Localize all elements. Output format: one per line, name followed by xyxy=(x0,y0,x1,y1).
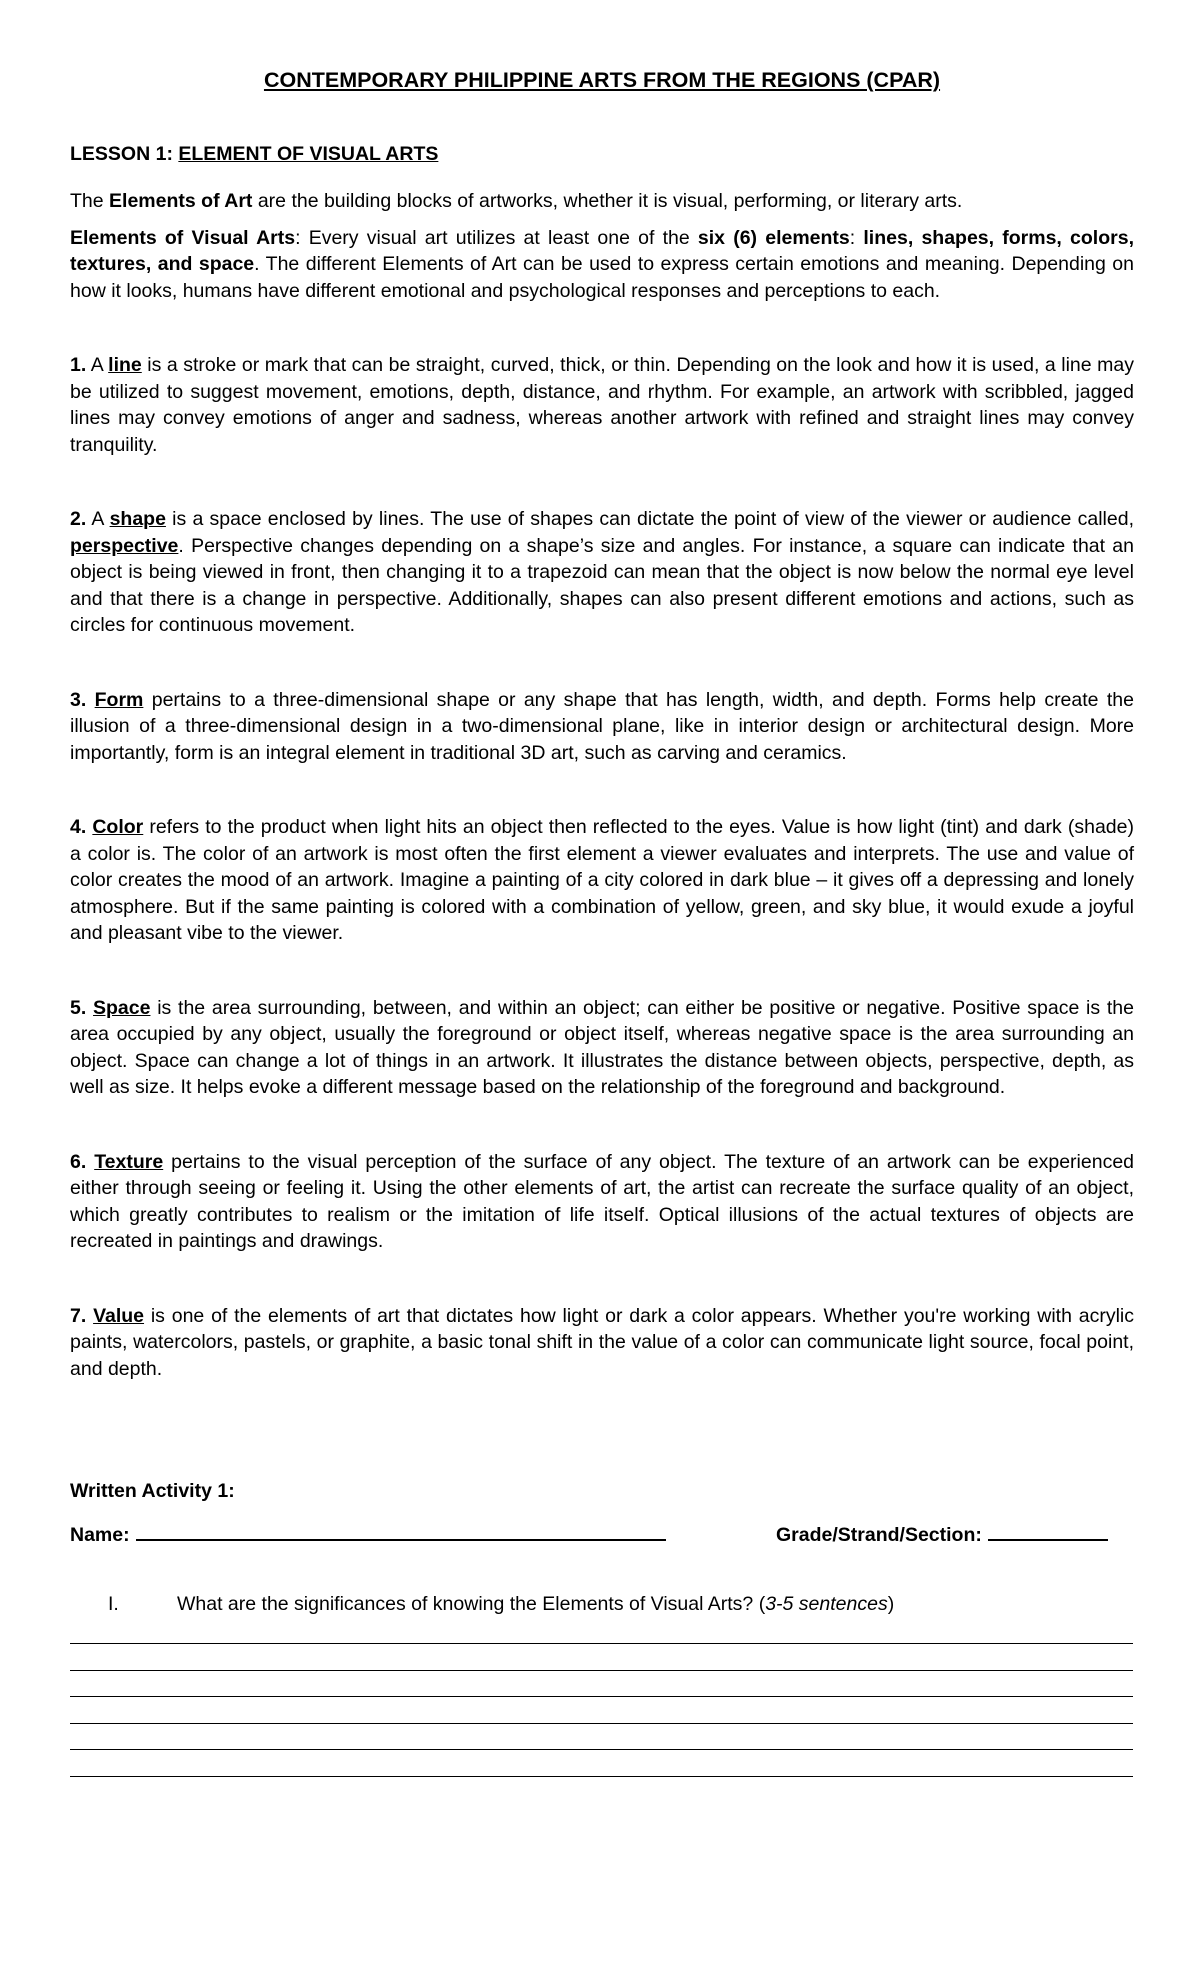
visual-text-1: : Every visual art utilizes at least one of the xyxy=(295,226,698,249)
visual-arts-paragraph xyxy=(70,225,1134,305)
name-field xyxy=(70,1519,666,1547)
lesson-prefix: LESSON 1: xyxy=(70,143,179,165)
element-number: 5. xyxy=(70,996,87,1019)
element-term-perspective: perspective xyxy=(70,534,179,557)
question-end-text: ) xyxy=(887,1593,895,1615)
element-text: refers to the product when light hits an object then reflected to the eyes. Value is how light (tint) and dark (shade) a color is. The color of an artwork is most often the first element a viewer evaluates and interprets. The use and value of color creates the mood of an artwork. Imagine a painting of a city colored in dark blue – it gives off a depressing and lonely atmosphere. But if the same painting is colored with a combination of yellow, green, and sky blue, it would exude a joyful and pleasant vibe to the viewer. xyxy=(70,816,1134,944)
element-pre: A xyxy=(86,354,109,376)
element-term: line xyxy=(108,354,142,376)
question-text xyxy=(177,1593,894,1616)
element-term: Value xyxy=(93,1304,145,1327)
answer-line[interactable] xyxy=(70,1723,1133,1724)
element-form-paragraph xyxy=(70,687,1134,767)
question-italic-text: 3-5 sentences xyxy=(765,1593,888,1615)
name-grade-row xyxy=(70,1519,1134,1549)
grade-field xyxy=(776,1519,1108,1547)
element-term: Texture xyxy=(94,1150,164,1173)
question-1 xyxy=(70,1593,1134,1623)
lesson-name: ELEMENT OF VISUAL ARTS xyxy=(178,143,439,165)
visual-bold-1: Elements of Visual Arts xyxy=(70,226,296,249)
answer-line[interactable] xyxy=(70,1776,1133,1777)
element-number: 4. xyxy=(70,816,87,838)
grade-blank-line[interactable] xyxy=(988,1519,1108,1541)
element-pre: A xyxy=(86,508,110,530)
intro-text-1: The xyxy=(70,190,110,212)
element-text: is a space enclosed by lines. The use of shapes can dictate the point of view of the viewer or audience called, xyxy=(165,508,1134,530)
intro-bold-1: Elements of Art xyxy=(109,190,253,212)
visual-text-3: . The different Elements of Art can be used to express certain emotions and meaning. Depending on how it looks, humans have different emotional and psychological responses and perceptions to each. xyxy=(70,253,1134,302)
element-text: pertains to the visual perception of the surface of any object. The texture of an artwork can be experienced either through seeing or feeling it. Using the other elements of art, the artist can recreate the surface quality of an object, which greatly contributes to realism or the imitation of life itself. Optical illusions of the actual textures of objects are recreated in paintings and drawings. xyxy=(70,1150,1135,1252)
element-number: 2. xyxy=(70,508,87,530)
element-term: shape xyxy=(109,508,166,530)
grade-label: Grade/Strand/Section: xyxy=(776,1524,982,1546)
element-text-2: . Perspective changes depending on a shape’s size and angles. For instance, a square can indicate that an object is being viewed in front, then changing it to a trapezoid can mean that the object is now below the normal eye level and that there is a change in perspective. Additionally, shapes can also present different emotions and actions, such as circles for continuous movement. xyxy=(70,534,1134,636)
document-title: CONTEMPORARY PHILIPPINE ARTS FROM THE REGIONS (CPAR) xyxy=(263,68,941,92)
document-page xyxy=(70,68,1134,1802)
name-label: Name: xyxy=(70,1524,130,1546)
element-number: 3. xyxy=(70,688,87,711)
answer-line[interactable] xyxy=(70,1643,1133,1644)
element-text: is one of the elements of art that dictates how light or dark a color appears. Whether you're working with acrylic paints, watercolors, pastels, or graphite, a basic tonal shift in the value of a color can communicate light source, focal point, and depth. xyxy=(70,1304,1134,1380)
question-main-text: What are the significances of knowing the Elements of Visual Arts? ( xyxy=(177,1593,766,1615)
written-activity-heading: Written Activity 1: xyxy=(70,1480,235,1502)
element-number: 6. xyxy=(70,1150,87,1173)
intro-paragraph xyxy=(70,188,1134,215)
lesson-heading xyxy=(70,143,1134,166)
answer-line[interactable] xyxy=(70,1670,1133,1671)
answer-line[interactable] xyxy=(70,1696,1133,1697)
visual-bold-2: six (6) elements xyxy=(697,226,850,249)
element-number: 7. xyxy=(70,1304,87,1327)
element-number: 1. xyxy=(70,354,87,376)
visual-bold-3: lines, shapes, forms, colors, textures, and space xyxy=(70,226,1134,275)
answer-lines xyxy=(70,1643,1134,1777)
element-line-paragraph xyxy=(70,352,1134,458)
element-term: Space xyxy=(93,996,151,1019)
element-color-paragraph xyxy=(70,814,1134,947)
element-space-paragraph xyxy=(70,995,1134,1101)
element-text: is the area surrounding, between, and within an object; can either be positive or negative. Positive space is the area occupied by any object, usually the foreground or object itself, whereas negative space is the area surrounding an object. Space can change a lot of things in an artwork. It illustrates the distance between objects, perspective, depth, as well as size. It helps evoke a different message based on the relationship of the foreground and background. xyxy=(70,996,1134,1098)
element-text: pertains to a three-dimensional shape or any shape that has length, width, and depth. Forms help create the illusion of a three-dimensional design in a two-dimensional plane, like in interior design or architectural design. More importantly, form is an integral element in traditional 3D art, such as carving and ceramics. xyxy=(70,688,1134,764)
element-shape-paragraph xyxy=(70,506,1134,639)
element-texture-paragraph xyxy=(70,1149,1134,1255)
visual-text-2: : xyxy=(849,226,864,249)
answer-line[interactable] xyxy=(70,1749,1133,1750)
intro-text-2: are the building blocks of artworks, whether it is visual, performing, or literary arts. xyxy=(252,190,963,212)
question-number: I. xyxy=(108,1593,119,1615)
element-value-paragraph xyxy=(70,1303,1134,1383)
element-text: is a stroke or mark that can be straight, curved, thick, or thin. Depending on the look and how it is used, a line may be utilized to suggest movement, emotions, depth, distance, and rhythm. For example, an artwork with scribbled, jagged lines may convey emotions of anger and sadness, whereas another artwork with refined and straight lines may convey tranquility. xyxy=(70,354,1134,456)
name-blank-line[interactable] xyxy=(136,1519,666,1541)
element-term: Color xyxy=(92,816,144,838)
element-term: Form xyxy=(94,688,144,711)
